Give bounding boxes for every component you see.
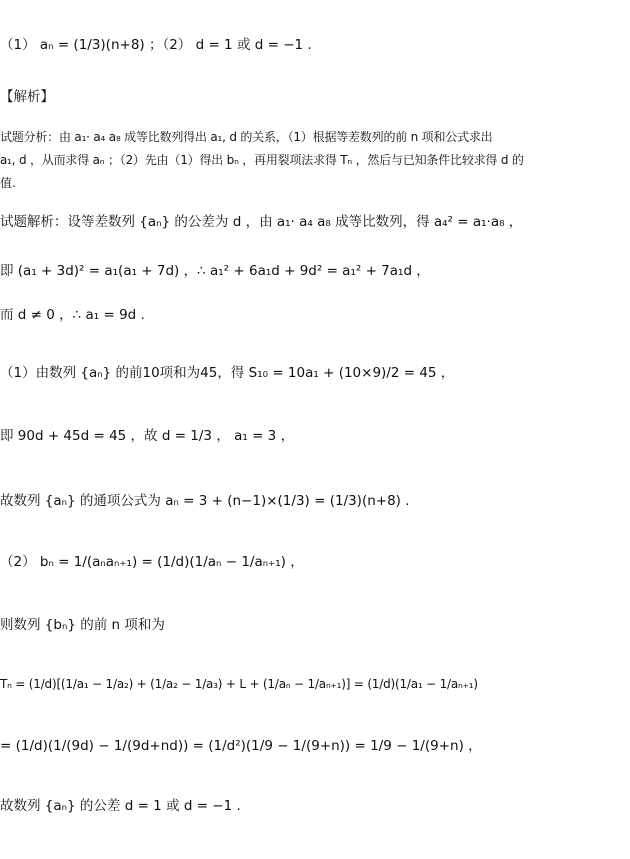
part2-text: 则数列 {bₙ} 的前 n 项和为 xyxy=(0,617,165,633)
solution-intro: 试题解析：设等差数列 {aₙ} 的公差为 d ，由 a₁· a₄ a₈ 成等比数列，得 a₄² = a₁·a₈ ， xyxy=(0,214,523,230)
analysis-line-3: 值. xyxy=(0,176,16,190)
analysis-line-1: 试题分析：由 a₁· a₄ a₈ 成等比数列得出 a₁, d 的关系，（1）根据等差数列的前 n 项和公式求出 xyxy=(0,130,493,144)
step-relation: 而 d ≠ 0 ，∴ a₁ = 9d . xyxy=(0,307,145,323)
answer-line: （1） aₙ = (1/3)(n+8) ；（2） d = 1 或 d = −1 . xyxy=(0,37,312,53)
part1-sum: （1）由数列 {aₙ} 的前10项和为45，得 S₁₀ = 10a₁ + (10×9)/2 = 45 ， xyxy=(0,365,455,381)
part2-bn: （2） bₙ = 1/(aₙaₙ₊₁) = (1/d)(1/aₙ − 1/aₙ₊₁) ， xyxy=(0,554,304,570)
analysis-line-2: a₁, d ，从而求得 aₙ ；（2）先由（1）得出 bₙ ，再用裂项法求得 Tₙ ，然后与已知条件比较求得 d 的 xyxy=(0,153,524,167)
step-expand: 即 (a₁ + 3d)² = a₁(a₁ + 7d) ，∴ a₁² + 6a₁d + 9d² = a₁² + 7a₁d ， xyxy=(0,263,430,279)
part1-solve: 即 90d + 45d = 45 ，故 d = 1/3 ， a₁ = 3 ， xyxy=(0,428,295,444)
analysis-heading: 【解析】 xyxy=(0,89,54,105)
conclusion: 故数列 {aₙ} 的公差 d = 1 或 d = −1 . xyxy=(0,798,241,814)
part2-simplify: = (1/d)(1/(9d) − 1/(9d+nd)) = (1/d²)(1/9 − 1/(9+n)) = 1/9 − 1/(9+n) ， xyxy=(0,738,482,754)
part2-tn: Tₙ = (1/d)[(1/a₁ − 1/a₂) + (1/a₂ − 1/a₃) + L + (1/aₙ − 1/aₙ₊₁)] = (1/d)(1/a₁ − 1/aₙ₊₁) xyxy=(0,677,478,691)
part1-formula: 故数列 {aₙ} 的通项公式为 aₙ = 3 + (n−1)×(1/3) = (1/3)(n+8) . xyxy=(0,493,410,509)
